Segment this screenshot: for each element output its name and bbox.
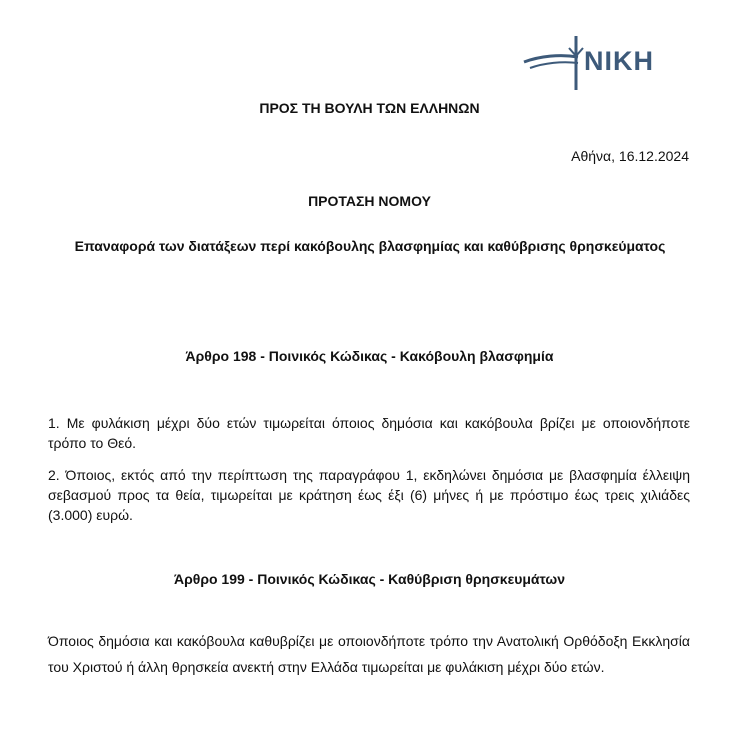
logo-text: ΝΙΚΗ: [584, 46, 654, 76]
article-198-paragraph-1: 1. Με φυλάκιση μέχρι δύο ετών τιμωρείται όποιος δημόσια και κακόβουλα βρίζει με οποιονδήποτε τρόπο το Θεό.: [48, 415, 690, 451]
party-logo: [522, 30, 662, 94]
logo-mark-icon: [522, 30, 592, 94]
article-199-heading: Άρθρο 199 - Ποινικός Κώδικας - Καθύβριση θρησκευμάτων: [173, 571, 566, 587]
article-198-heading: Άρθρο 198 - Ποινικός Κώδικας - Κακόβουλη βλασφημία: [185, 348, 554, 364]
document-date: Αθήνα, 16.12.2024: [571, 148, 689, 164]
document-subject: Επαναφορά των διατάξεων περί κακόβουλης βλασφημίας και καθύβρισης θρησκεύματος: [74, 238, 666, 254]
article-198-paragraph-2: 2. Όποιος, εκτός από την περίπτωση της παραγράφου 1, εκδηλώνει δημόσια με βλασφημία έλλειψη σεβασμού προς τα θεία, τιμωρείται με κράτηση έως έξι (6) μήνες ή με πρόστιμο έως τρεις χιλιάδες (3.000) ευρώ.: [48, 467, 690, 523]
addressee: ΠΡΟΣ ΤΗ ΒΟΥΛΗ ΤΩΝ ΕΛΛΗΝΩΝ: [259, 100, 480, 116]
article-199-paragraph: Όποιος δημόσια και κακόβουλα καθυβρίζει με οποιονδήποτε τρόπο την Ανατολική Ορθόδοξη Εκκλησία του Χριστού ή άλλη θρησκεία ανεκτή στην Ελλάδα τιμωρείται με φυλάκιση μέχρι δύο ετών.: [48, 633, 690, 675]
document-type: ΠΡΟΤΑΣΗ ΝΟΜΟΥ: [308, 193, 431, 209]
